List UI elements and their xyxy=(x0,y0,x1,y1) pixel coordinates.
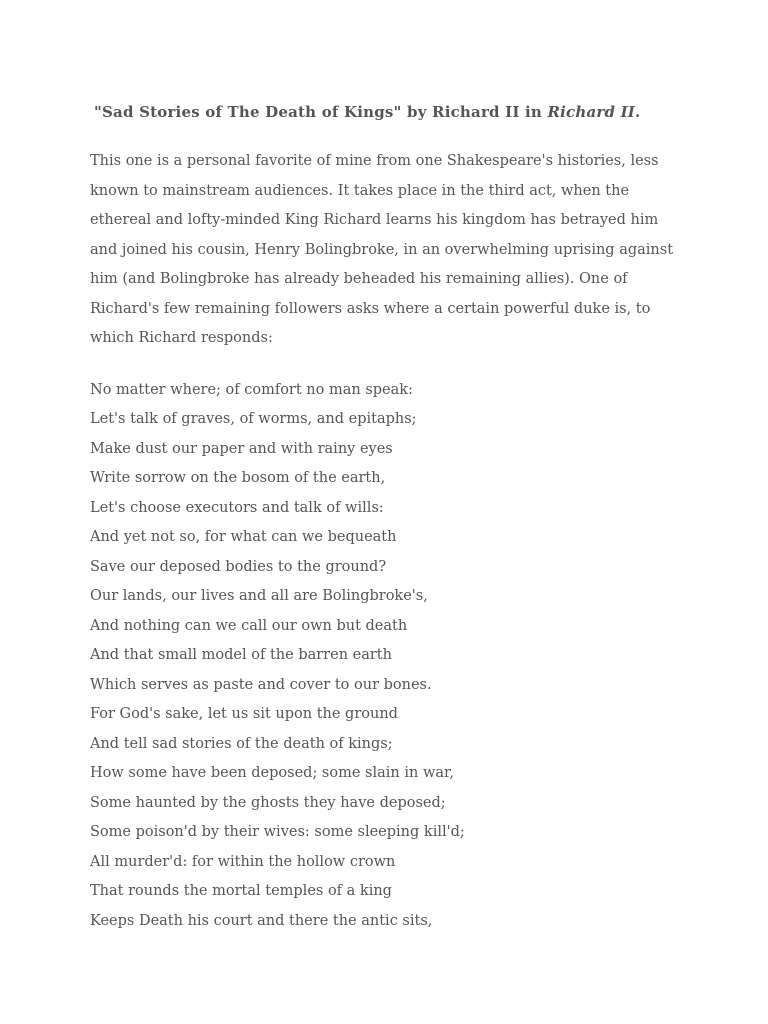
verse-block xyxy=(90,376,690,937)
verse-line: Write sorrow on the bosom of the earth, xyxy=(90,470,386,486)
verse-line: Keeps Death his court and there the antic sits, xyxy=(90,912,433,929)
verse-line: And yet not so, for what can we bequeath xyxy=(90,529,397,545)
verse-line: And tell sad stories of the death of kings; xyxy=(90,735,393,752)
article-heading xyxy=(94,100,690,124)
verse-line: How some have been deposed; some slain in war, xyxy=(90,765,454,781)
article xyxy=(90,100,690,936)
heading-end: . xyxy=(635,103,641,121)
verse-line: Which serves as paste and cover to our bones. xyxy=(90,676,432,693)
verse-line: That rounds the mortal temples of a king xyxy=(90,883,392,899)
verse-line: Our lands, our lives and all are Bolingbroke's, xyxy=(90,588,428,604)
intro-paragraph: This one is a personal favorite of mine from one Shakespeare's histories, less known to mainstream audiences. It takes place in the third act, when the ethereal and lofty-minded King Richard learns his kingdom has betrayed him and joined his cousin, Henry Bolingbroke, in an overwhelming uprising against him (and Bolingbroke has already beheaded his remaining allies). One of Richard's few remaining followers asks where a certain powerful duke is, to which Richard responds: xyxy=(90,153,674,346)
verse-line: No matter where; of comfort no man speak: xyxy=(90,381,413,398)
heading-by: by Richard II in xyxy=(401,103,548,121)
verse-line: Let's talk of graves, of worms, and epitaphs; xyxy=(90,411,417,427)
verse-line: Let's choose executors and talk of wills: xyxy=(90,499,384,516)
verse-line: Some poison'd by their wives: some sleeping kill'd; xyxy=(90,824,465,840)
verse-line: Make dust our paper and with rainy eyes xyxy=(90,440,393,457)
heading-quote: "Sad Stories of The Death of Kings" xyxy=(94,103,402,121)
verse-line: And nothing can we call our own but death xyxy=(90,617,408,634)
heading-play-title: Richard II xyxy=(547,103,636,121)
verse-line: And that small model of the barren earth xyxy=(90,647,392,663)
verse-line: Some haunted by the ghosts they have deposed; xyxy=(90,794,446,811)
verse-line: For God's sake, let us sit upon the ground xyxy=(90,706,398,722)
verse-line: All murder'd: for within the hollow crown xyxy=(90,853,396,870)
verse-line: Save our deposed bodies to the ground? xyxy=(90,558,387,575)
